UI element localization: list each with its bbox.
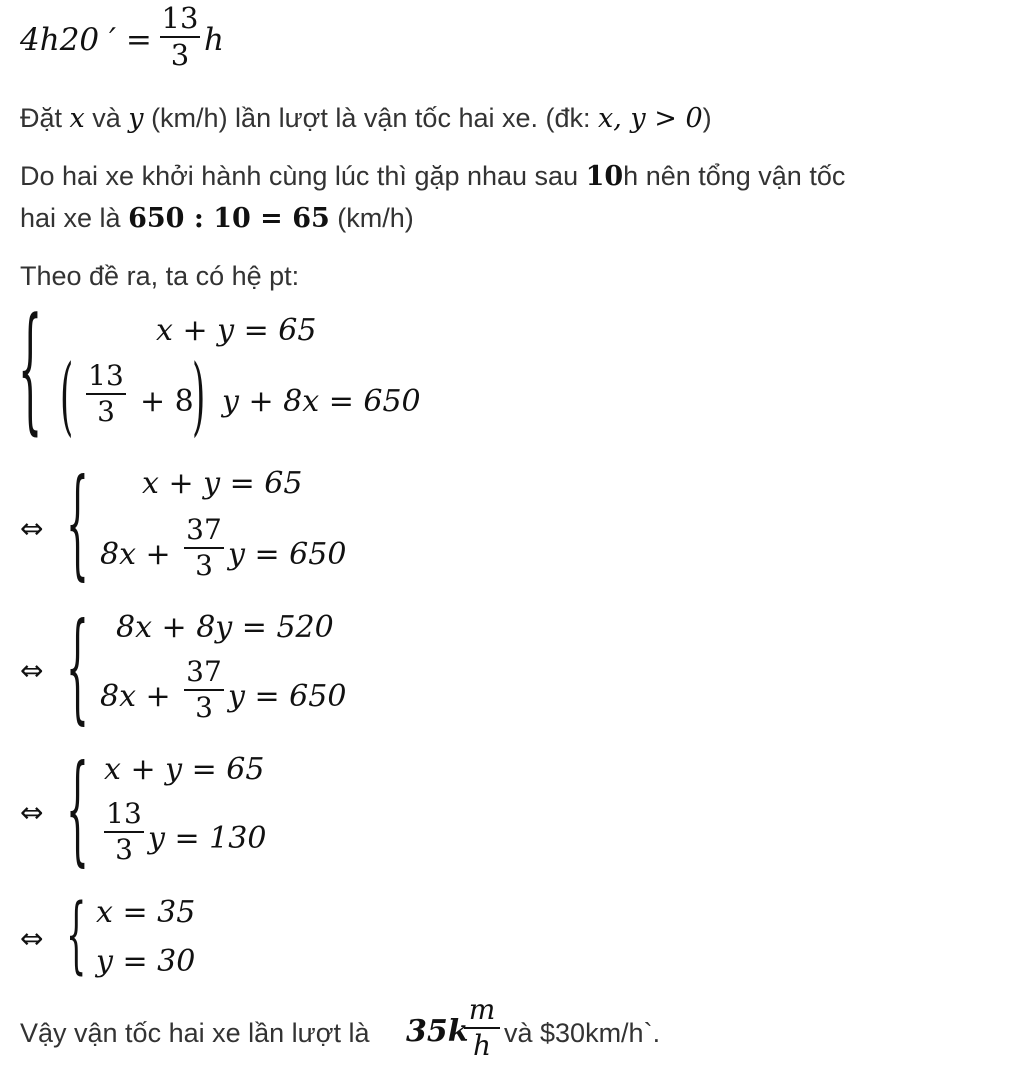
- left-brace: {: [66, 458, 89, 594]
- sys3-eq2-post: y = 650: [228, 679, 347, 714]
- sys3-eq1: 8x + 8y = 520: [116, 610, 334, 645]
- left-paren: (: [60, 347, 74, 448]
- intro-paragraph: Đặt x và y (km/h) lần lượt là vận tốc hai xe. (đk: x, y > 0): [20, 103, 712, 134]
- sys5-eq2: y = 30: [96, 944, 196, 979]
- iff-symbol: ⇔: [20, 654, 44, 687]
- sys2-eq2-pre: 8x +: [100, 537, 171, 572]
- unit-h: h: [204, 22, 224, 58]
- sys4-eq2-post: y = 130: [148, 821, 267, 856]
- sys3-eq2-pre: 8x +: [100, 679, 171, 714]
- left-brace: {: [66, 885, 87, 984]
- sys5-eq1: x = 35: [96, 895, 196, 930]
- fraction-13-3: 13 3: [161, 1, 199, 72]
- left-brace: {: [18, 289, 43, 448]
- sys1-plus-8: + 8: [140, 384, 194, 419]
- fraction-13-3: 13 3: [86, 362, 126, 426]
- sys2-eq2-post: y = 650: [228, 537, 347, 572]
- right-paren: ): [192, 347, 206, 448]
- sys1-eq2-rest: y + 8x = 650: [222, 384, 421, 419]
- left-brace: {: [66, 602, 89, 738]
- conclusion-value: 35k: [406, 1014, 469, 1049]
- iff-symbol: ⇔: [20, 796, 44, 829]
- conclusion-tail: và $30km/h`.: [504, 1018, 661, 1048]
- iff-symbol: ⇔: [20, 512, 44, 545]
- fraction-37-3: 37 3: [184, 516, 224, 580]
- left-brace: {: [66, 744, 89, 880]
- iff-symbol: ⇔: [20, 922, 44, 955]
- time-lhs: 4h20 ′ =: [20, 22, 152, 58]
- sys1-eq1: x + y = 65: [156, 313, 317, 348]
- fraction-13-3: 13 3: [104, 800, 144, 864]
- meeting-paragraph-line1: Do hai xe khởi hành cùng lúc thì gặp nhau sau 10h nên tổng vận tốc: [20, 161, 846, 192]
- sys2-eq1: x + y = 65: [142, 466, 303, 501]
- conclusion-text: Vậy vận tốc hai xe lần lượt là: [20, 1018, 370, 1048]
- sys4-eq1: x + y = 65: [104, 752, 265, 787]
- meeting-paragraph-line2: hai xe là 650 : 10 = 65 (km/h): [20, 203, 414, 234]
- fraction-m-h: m h: [464, 996, 500, 1060]
- system-intro: Theo đề ra, ta có hệ pt:: [20, 261, 300, 291]
- fraction-37-3: 37 3: [184, 658, 224, 722]
